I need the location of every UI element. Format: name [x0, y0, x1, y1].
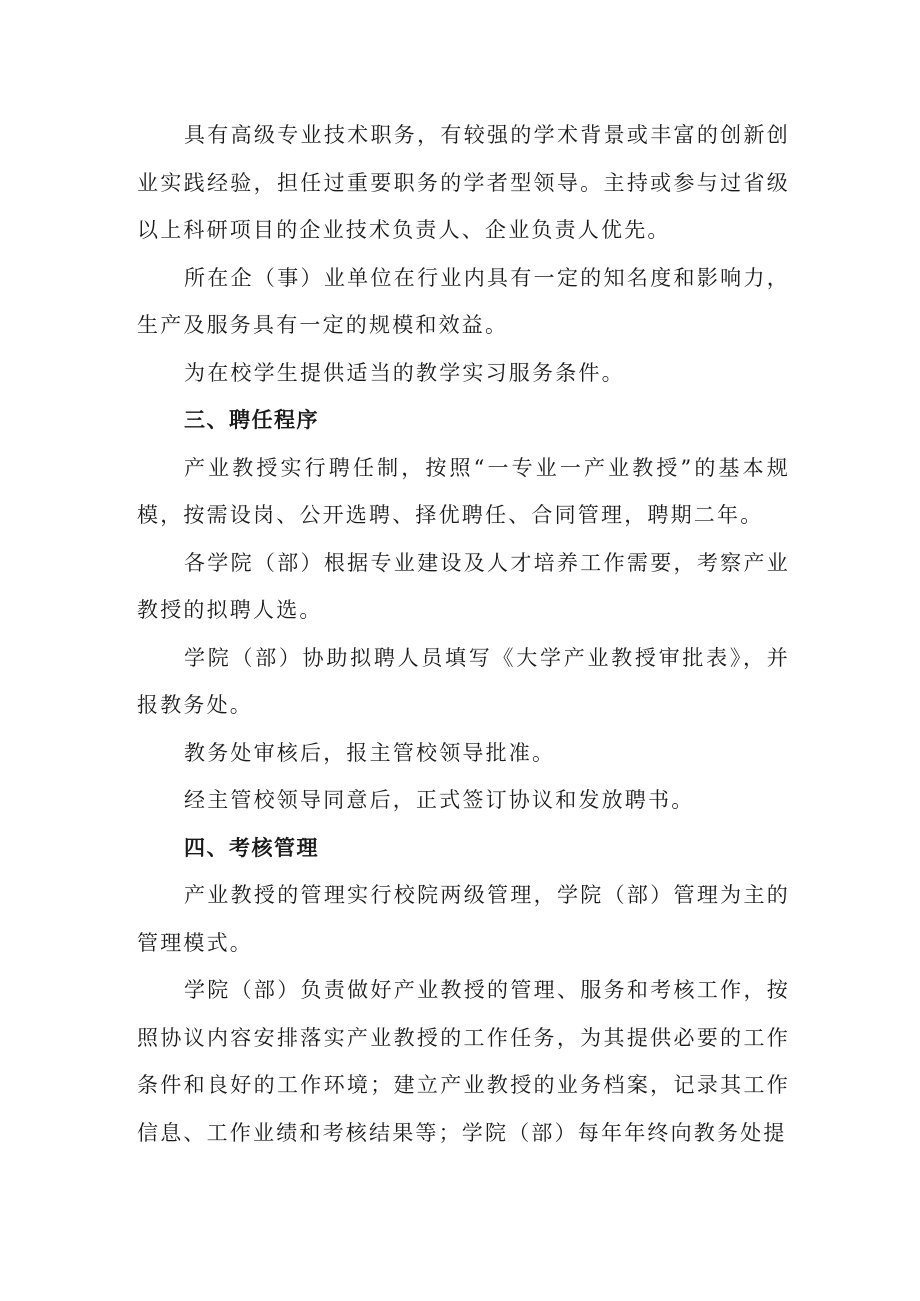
paragraph-leader-approval: 教务处审核后，报主管校领导批准。 [184, 740, 556, 765]
paragraph-college-responsibility: 学院（部）负责做好产业教授的管理、服务和考核工作，按照协议内容安排落实产业教授的工作任务，为其提供必要的工作条件和良好的工作环境；建立产业教授的业务档案，记录其工作信息、工作业绩和考核结果等；学院（部）每年年终向教务处提 [137, 978, 790, 1145]
section-heading-assessment: 四、考核管理 [184, 835, 319, 860]
section-heading-appointment: 三、聘任程序 [184, 408, 319, 432]
document-page [137, 112, 790, 1157]
paragraph-sign-agreement: 经主管校领导同意后，正式签订协议和发放聘书。 [184, 788, 695, 812]
paragraph-qualification: 具有高级专业技术职务，有较强的学术背景或丰富的创新创业实践经验，担任过重要职务的学者型领导。主持或参与过省级以上科研项目的企业技术负责人、企业负责人优先。 [137, 123, 790, 242]
paragraph-management-mode: 产业教授的管理实行校院两级管理，学院（部）管理为主的管理模式。 [137, 883, 790, 955]
paragraph-appointment-system: 产业教授实行聘任制，按照“一专业一产业教授”的基本规模，按需设岗、公开选聘、择优聘任、合同管理，聘期二年。 [137, 455, 790, 527]
paragraph-employer-requirement: 所在企（事）业单位在行业内具有一定的知名度和影响力，生产及服务具有一定的规模和效益。 [137, 265, 790, 337]
paragraph-candidate-review: 各学院（部）根据专业建设及人才培养工作需要，考察产业教授的拟聘人选。 [137, 550, 790, 622]
paragraph-approval-form: 学院（部）协助拟聘人员填写《大学产业教授审批表》，并报教务处。 [137, 645, 790, 717]
paragraph-internship-conditions: 为在校学生提供适当的教学实习服务条件。 [184, 360, 625, 385]
